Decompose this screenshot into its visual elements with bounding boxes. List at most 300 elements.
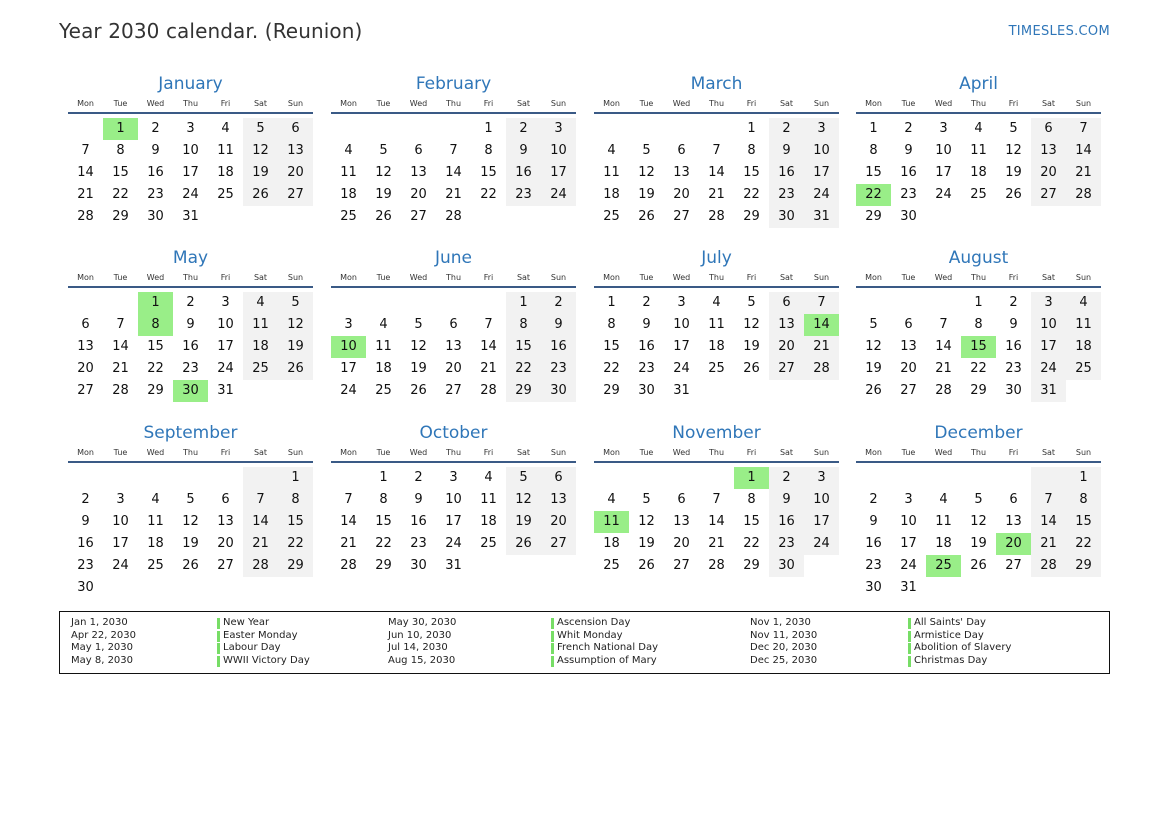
day-cell: 20: [410, 187, 427, 202]
day-grid: [68, 292, 313, 402]
day-cell: 12: [970, 514, 987, 529]
month-title: November: [672, 423, 761, 443]
day-cell: 13: [769, 314, 804, 336]
day-cell: 23: [147, 187, 164, 202]
weekday-label: Tue: [113, 99, 128, 108]
weekday-label: Thu: [708, 99, 725, 108]
holiday-name: French National Day: [551, 642, 658, 653]
day-cell: 19: [743, 339, 760, 354]
empty-cell: [926, 292, 961, 314]
weekday-label: Sun: [287, 273, 304, 282]
day-cell: 8: [116, 143, 125, 158]
day-cell: 17: [804, 162, 839, 184]
weekday-header: [856, 271, 1101, 285]
holiday-list: [59, 611, 1110, 674]
day-cell: 11: [217, 143, 234, 158]
day-cell: 17: [340, 361, 357, 376]
day-grid: [856, 467, 1101, 599]
day-grid: [594, 292, 839, 402]
day-cell: 9: [869, 514, 878, 529]
day-cell: 24: [112, 558, 129, 573]
weekday-header: [68, 97, 313, 111]
day-cell: 16: [541, 336, 576, 358]
day-cell: 14: [112, 339, 129, 354]
month-title: September: [143, 423, 238, 443]
day-cell: 1: [869, 121, 878, 136]
day-cell: 23: [182, 361, 199, 376]
day-cell: 8: [379, 492, 388, 507]
day-cell: 4: [607, 492, 616, 507]
empty-cell: [1031, 467, 1066, 489]
brand-link[interactable]: TIMESLES.COM: [1008, 24, 1110, 39]
empty-cell: [331, 118, 366, 140]
day-cell: 5: [747, 295, 756, 310]
day-cell: 18: [603, 187, 620, 202]
header-rule: [331, 112, 576, 114]
holiday-date: May 8, 2030: [71, 655, 134, 666]
day-cell: 16: [147, 165, 164, 180]
day-cell: 20: [900, 361, 917, 376]
day-cell: 7: [344, 492, 353, 507]
day-cell: 4: [1066, 292, 1101, 314]
day-cell: 21: [1031, 533, 1066, 555]
day-cell: 21: [77, 187, 94, 202]
weekday-label: Tue: [639, 99, 654, 108]
day-cell: 20: [769, 336, 804, 358]
weekday-header: [856, 97, 1101, 111]
day-cell: 28: [112, 383, 129, 398]
day-cell: 31: [673, 383, 690, 398]
weekday-label: Tue: [901, 273, 916, 282]
holiday-name: New Year: [217, 617, 269, 628]
weekday-label: Tue: [901, 99, 916, 108]
day-cell: 2: [769, 467, 804, 489]
day-cell: 13: [541, 489, 576, 511]
day-cell: 24: [445, 536, 462, 551]
holiday-date: Jun 10, 2030: [388, 630, 452, 641]
day-cell: 17: [541, 162, 576, 184]
weekday-label: Wed: [934, 448, 953, 457]
weekday-label: Wed: [409, 273, 428, 282]
day-cell: 6: [1009, 492, 1018, 507]
day-cell: 27: [445, 383, 462, 398]
day-cell: 27: [673, 209, 690, 224]
day-cell: 30: [410, 558, 427, 573]
day-cell: 26: [1005, 187, 1022, 202]
day-cell: 20: [445, 361, 462, 376]
weekday-label: Thu: [708, 273, 725, 282]
day-cell: 23: [638, 361, 655, 376]
day-cell: 25: [217, 187, 234, 202]
day-cell: 10: [112, 514, 129, 529]
day-cell: 27: [673, 558, 690, 573]
month-august: [856, 247, 1101, 402]
day-cell: 21: [340, 536, 357, 551]
day-cell: 29: [147, 383, 164, 398]
day-cell: 3: [1031, 292, 1066, 314]
day-cell: 9: [506, 140, 541, 162]
weekday-label: Thu: [182, 448, 199, 457]
day-cell: 22: [856, 184, 891, 206]
weekday-label: Wed: [672, 273, 691, 282]
day-cell: 26: [743, 361, 760, 376]
day-cell: 27: [1031, 184, 1066, 206]
day-cell: 23: [769, 533, 804, 555]
day-cell: 23: [769, 184, 804, 206]
empty-cell: [699, 118, 734, 140]
day-cell: 12: [506, 489, 541, 511]
day-cell: 26: [506, 533, 541, 555]
weekday-label: Thu: [182, 273, 199, 282]
day-cell: 27: [900, 383, 917, 398]
day-cell: 14: [708, 514, 725, 529]
weekday-label: Mon: [603, 273, 620, 282]
day-cell: 17: [112, 536, 129, 551]
empty-cell: [856, 292, 891, 314]
day-cell: 22: [506, 358, 541, 380]
day-cell: 16: [865, 536, 882, 551]
day-cell: 26: [865, 383, 882, 398]
day-cell: 24: [340, 383, 357, 398]
empty-cell: [173, 467, 208, 489]
day-cell: 24: [1031, 358, 1066, 380]
day-cell: 11: [243, 314, 278, 336]
day-cell: 8: [1066, 489, 1101, 511]
day-cell: 21: [935, 361, 952, 376]
weekday-label: Mon: [865, 273, 882, 282]
weekday-label: Wed: [934, 99, 953, 108]
day-cell: 7: [804, 292, 839, 314]
day-cell: 1: [974, 295, 983, 310]
header-rule: [594, 112, 839, 114]
weekday-header: [594, 446, 839, 460]
holiday-name: Christmas Day: [908, 655, 987, 666]
weekday-label: Fri: [746, 99, 757, 108]
empty-cell: [856, 467, 891, 489]
day-cell: 4: [484, 470, 493, 485]
day-cell: 29: [112, 209, 129, 224]
day-cell: 15: [743, 514, 760, 529]
day-cell: 3: [677, 295, 686, 310]
day-cell: 28: [1031, 555, 1066, 577]
day-cell: 8: [138, 314, 173, 336]
day-cell: 19: [638, 187, 655, 202]
day-cell: 6: [414, 143, 423, 158]
day-cell: 26: [278, 358, 313, 380]
day-cell: 19: [638, 536, 655, 551]
day-cell: 27: [278, 184, 313, 206]
weekday-label: Tue: [376, 273, 391, 282]
day-cell: 27: [77, 383, 94, 398]
month-september: [68, 422, 313, 599]
header-rule: [594, 461, 839, 463]
day-cell: 13: [1031, 140, 1066, 162]
empty-cell: [594, 118, 629, 140]
day-cell: 30: [147, 209, 164, 224]
holiday-name: Assumption of Mary: [551, 655, 657, 666]
day-cell: 28: [1066, 184, 1101, 206]
weekday-label: Thu: [445, 273, 462, 282]
day-cell: 24: [541, 184, 576, 206]
month-july: [594, 247, 839, 402]
weekday-label: Wed: [146, 273, 165, 282]
day-cell: 15: [743, 165, 760, 180]
day-cell: 5: [186, 492, 195, 507]
header-rule: [856, 286, 1101, 288]
day-cell: 2: [541, 292, 576, 314]
day-cell: 19: [506, 511, 541, 533]
day-cell: 23: [77, 558, 94, 573]
day-cell: 13: [673, 514, 690, 529]
day-cell: 22: [278, 533, 313, 555]
month-title: August: [948, 248, 1009, 268]
empty-cell: [366, 118, 401, 140]
holiday-name: Ascension Day: [551, 617, 630, 628]
empty-cell: [103, 467, 138, 489]
day-cell: 30: [769, 555, 804, 577]
empty-cell: [103, 292, 138, 314]
day-cell: 2: [1009, 295, 1018, 310]
holiday-date: Jan 1, 2030: [71, 617, 128, 628]
weekday-label: Sun: [1075, 99, 1092, 108]
weekday-label: Mon: [77, 273, 94, 282]
day-cell: 31: [804, 206, 839, 228]
day-cell: 15: [865, 165, 882, 180]
day-cell: 11: [1066, 314, 1101, 336]
day-cell: 28: [804, 358, 839, 380]
weekday-header: [68, 446, 313, 460]
day-cell: 13: [278, 140, 313, 162]
day-cell: 15: [480, 165, 497, 180]
day-cell: 1: [484, 121, 493, 136]
day-cell: 17: [804, 511, 839, 533]
day-cell: 1: [138, 292, 173, 314]
day-cell: 9: [186, 317, 195, 332]
day-cell: 1: [506, 292, 541, 314]
day-cell: 31: [1031, 380, 1066, 402]
day-cell: 24: [900, 558, 917, 573]
day-cell: 11: [340, 165, 357, 180]
day-cell: 29: [743, 558, 760, 573]
day-cell: 6: [221, 492, 230, 507]
weekday-label: Sun: [813, 448, 830, 457]
day-cell: 19: [375, 187, 392, 202]
day-cell: 13: [445, 339, 462, 354]
header-rule: [594, 286, 839, 288]
day-cell: 24: [182, 187, 199, 202]
weekday-label: Mon: [603, 448, 620, 457]
weekday-label: Wed: [672, 99, 691, 108]
day-grid: [331, 292, 576, 402]
day-cell: 25: [243, 358, 278, 380]
day-cell: 22: [743, 187, 760, 202]
day-cell: 12: [865, 339, 882, 354]
holiday-name: Easter Monday: [217, 630, 298, 641]
day-cell: 16: [410, 514, 427, 529]
day-cell: 2: [186, 295, 195, 310]
day-cell: 15: [603, 339, 620, 354]
weekday-label: Sat: [1041, 273, 1056, 282]
weekday-label: Sat: [253, 99, 268, 108]
day-cell: 20: [1031, 162, 1066, 184]
holiday-date: Apr 22, 2030: [71, 630, 137, 641]
day-cell: 28: [708, 209, 725, 224]
day-cell: 27: [410, 209, 427, 224]
weekday-label: Wed: [672, 448, 691, 457]
day-cell: 6: [1031, 118, 1066, 140]
weekday-label: Fri: [1008, 273, 1019, 282]
day-cell: 3: [221, 295, 230, 310]
day-cell: 7: [939, 317, 948, 332]
day-cell: 18: [480, 514, 497, 529]
day-cell: 7: [712, 143, 721, 158]
empty-cell: [436, 118, 471, 140]
day-cell: 12: [1005, 143, 1022, 158]
weekday-label: Wed: [409, 99, 428, 108]
day-cell: 17: [217, 339, 234, 354]
month-october: [331, 422, 576, 577]
day-cell: 29: [278, 555, 313, 577]
weekday-label: Tue: [113, 448, 128, 457]
day-cell: 14: [243, 511, 278, 533]
day-cell: 15: [961, 336, 996, 358]
day-cell: 11: [594, 511, 629, 533]
weekday-label: Sun: [287, 448, 304, 457]
day-cell: 9: [769, 489, 804, 511]
day-cell: 8: [278, 489, 313, 511]
day-cell: 4: [939, 492, 948, 507]
day-cell: 28: [340, 558, 357, 573]
day-cell: 13: [673, 165, 690, 180]
weekday-label: Mon: [77, 99, 94, 108]
empty-cell: [68, 118, 103, 140]
day-cell: 6: [677, 143, 686, 158]
day-cell: 13: [900, 339, 917, 354]
day-cell: 26: [638, 558, 655, 573]
day-cell: 1: [1066, 467, 1101, 489]
day-cell: 19: [865, 361, 882, 376]
weekday-label: Wed: [934, 273, 953, 282]
day-cell: 19: [410, 361, 427, 376]
day-cell: 27: [217, 558, 234, 573]
day-cell: 10: [804, 140, 839, 162]
day-cell: 14: [480, 339, 497, 354]
day-cell: 3: [449, 470, 458, 485]
weekday-label: Fri: [220, 99, 231, 108]
day-cell: 6: [449, 317, 458, 332]
empty-cell: [436, 292, 471, 314]
weekday-label: Sun: [287, 99, 304, 108]
weekday-label: Thu: [970, 99, 987, 108]
day-grid: [856, 292, 1101, 402]
day-cell: 16: [506, 162, 541, 184]
weekday-label: Sat: [779, 273, 794, 282]
weekday-label: Mon: [340, 273, 357, 282]
day-cell: 2: [81, 492, 90, 507]
day-cell: 1: [607, 295, 616, 310]
day-cell: 16: [900, 165, 917, 180]
month-march: [594, 73, 839, 228]
weekday-label: Fri: [483, 273, 494, 282]
weekday-label: Mon: [865, 99, 882, 108]
holiday-date: Aug 15, 2030: [388, 655, 456, 666]
holiday-date: Nov 11, 2030: [750, 630, 818, 641]
weekday-label: Mon: [340, 448, 357, 457]
header-rule: [68, 286, 313, 288]
empty-cell: [664, 118, 699, 140]
weekday-label: Fri: [1008, 99, 1019, 108]
month-november: [594, 422, 839, 577]
day-cell: 2: [904, 121, 913, 136]
day-cell: 12: [638, 165, 655, 180]
day-cell: 17: [900, 536, 917, 551]
day-cell: 27: [1005, 558, 1022, 573]
day-cell: 7: [1066, 118, 1101, 140]
day-cell: 7: [1031, 489, 1066, 511]
weekday-label: Fri: [483, 99, 494, 108]
day-cell: 1: [379, 470, 388, 485]
weekday-label: Sun: [1075, 273, 1092, 282]
day-cell: 1: [747, 121, 756, 136]
day-cell: 21: [708, 536, 725, 551]
day-cell: 5: [506, 467, 541, 489]
day-cell: 11: [480, 492, 497, 507]
day-cell: 14: [1031, 511, 1066, 533]
month-title: April: [959, 74, 998, 94]
day-cell: 26: [970, 558, 987, 573]
day-cell: 20: [541, 511, 576, 533]
day-cell: 21: [708, 187, 725, 202]
day-cell: 10: [445, 492, 462, 507]
day-cell: 5: [974, 492, 983, 507]
weekday-header: [594, 271, 839, 285]
day-cell: 20: [217, 536, 234, 551]
empty-cell: [208, 467, 243, 489]
month-title: January: [158, 74, 223, 94]
empty-cell: [699, 467, 734, 489]
weekday-label: Sat: [516, 99, 531, 108]
holiday-name: WWII Victory Day: [217, 655, 310, 666]
day-cell: 10: [331, 336, 366, 358]
month-december: [856, 422, 1101, 599]
day-cell: 5: [642, 492, 651, 507]
day-cell: 14: [935, 339, 952, 354]
day-grid: [594, 467, 839, 577]
weekday-label: Tue: [376, 448, 391, 457]
day-cell: 9: [769, 140, 804, 162]
weekday-header: [331, 446, 576, 460]
day-cell: 5: [642, 143, 651, 158]
day-cell: 26: [243, 184, 278, 206]
day-cell: 28: [708, 558, 725, 573]
weekday-label: Thu: [970, 273, 987, 282]
day-grid: [68, 467, 313, 599]
day-cell: 14: [445, 165, 462, 180]
month-title: July: [701, 248, 732, 268]
day-cell: 7: [81, 143, 90, 158]
empty-cell: [366, 292, 401, 314]
empty-cell: [471, 292, 506, 314]
day-cell: 18: [147, 536, 164, 551]
day-cell: 5: [1009, 121, 1018, 136]
weekday-label: Sat: [516, 273, 531, 282]
day-cell: 30: [900, 209, 917, 224]
day-cell: 18: [375, 361, 392, 376]
weekday-label: Sat: [1041, 448, 1056, 457]
month-april: [856, 73, 1101, 228]
empty-cell: [629, 118, 664, 140]
day-cell: 23: [541, 358, 576, 380]
